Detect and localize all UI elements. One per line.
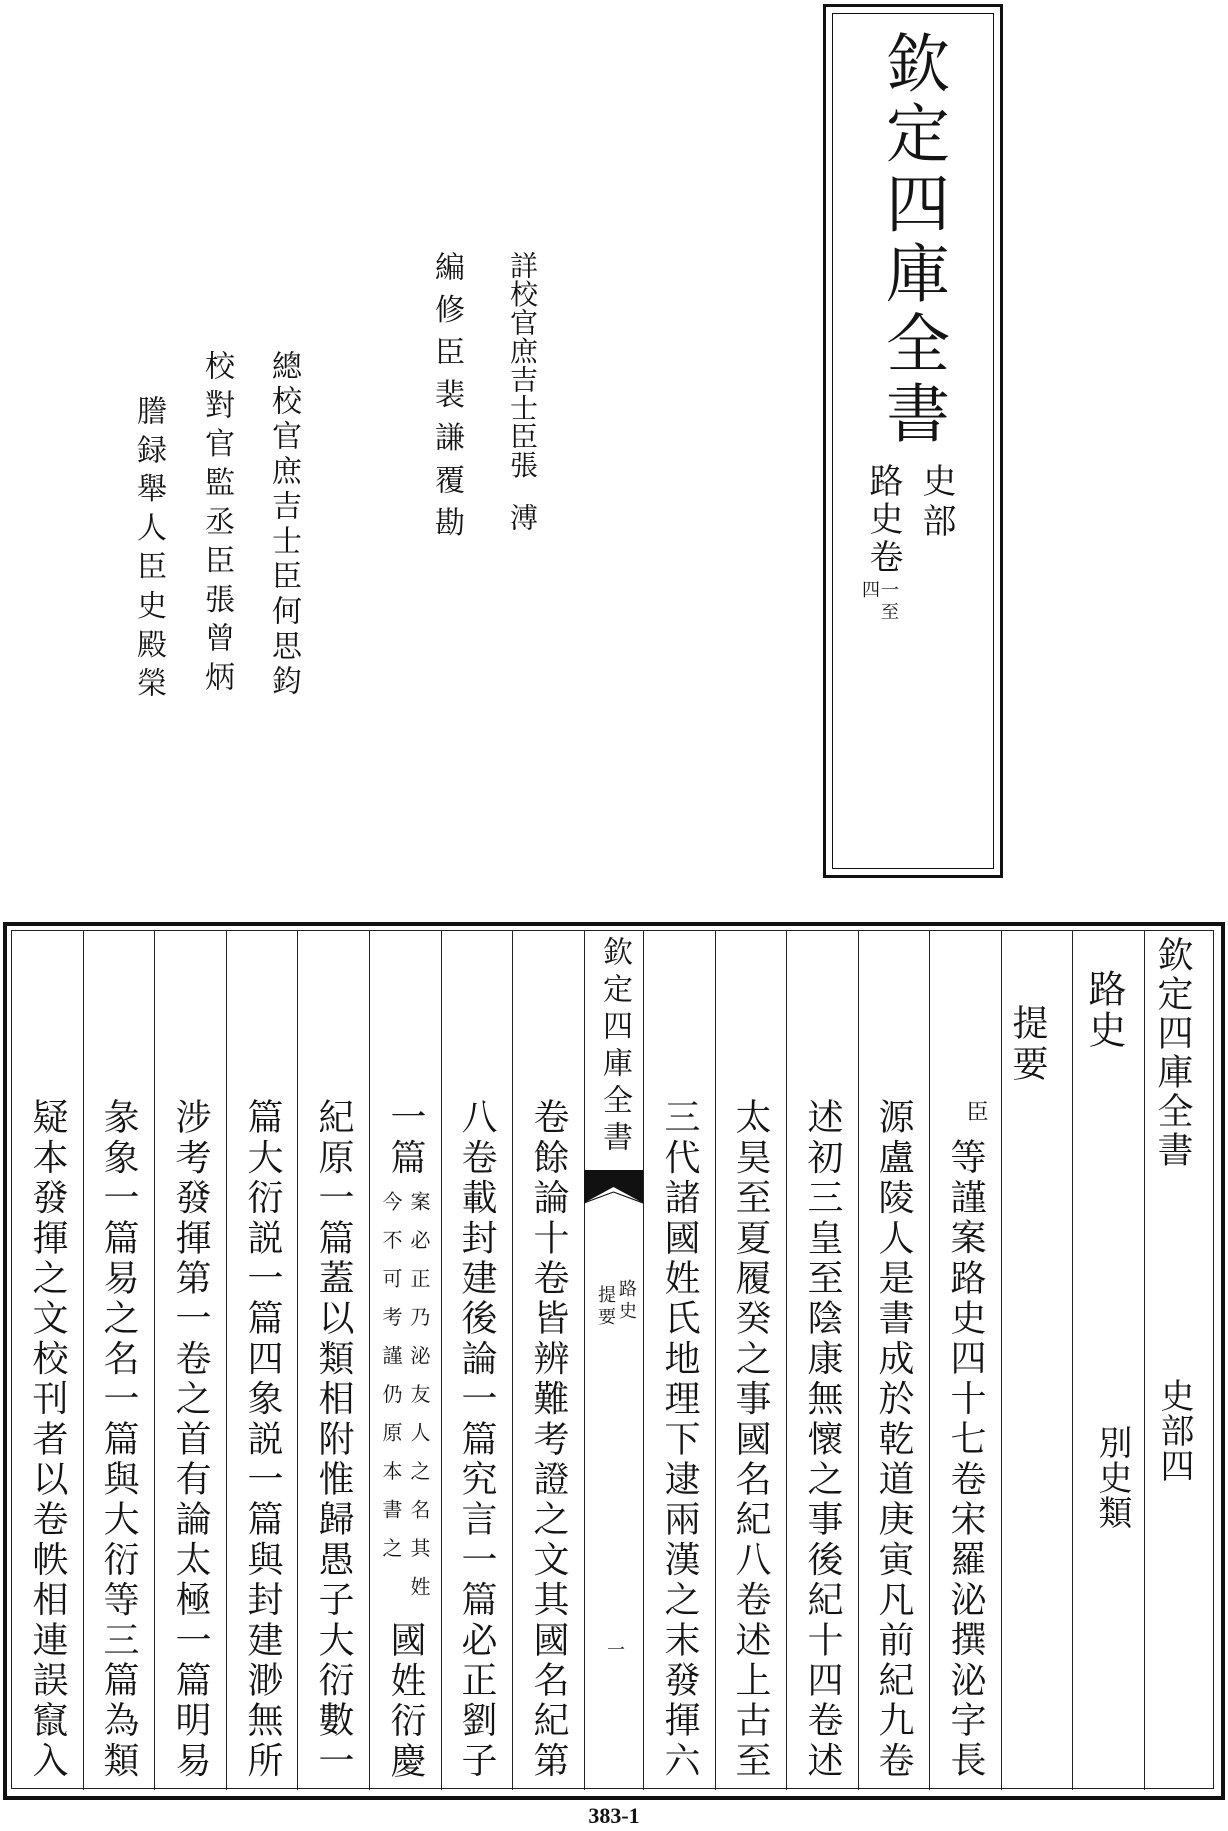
text-line: 卷餘論十卷皆辨難考證之文其國名紀第 <box>528 1098 569 1782</box>
column-rule <box>1001 931 1002 1790</box>
text-line: 紀原一篇蓋以類相附惟歸愚子大衍數一 <box>313 1098 354 1782</box>
text-line: 一篇 <box>385 1098 426 1179</box>
column-rule <box>715 931 716 1790</box>
credit-chief-proofreader: 總校官庶吉士臣何思鈞 <box>266 350 301 700</box>
column-rule <box>929 931 930 1790</box>
fold-rule <box>643 931 644 1790</box>
text-line: 彖象一篇易之名一篇與大衍等三篇為類 <box>98 1098 139 1782</box>
credit-collator: 校對官監丞臣張曾炳 <box>199 350 234 701</box>
raised-honorific: 臣 <box>963 1100 988 1122</box>
text-line: 等謹案路史四十七卷宋羅泌撰泌字長 <box>945 1138 986 1782</box>
cover-volume-note-left: 四 <box>859 580 880 602</box>
column-rule <box>1144 931 1145 1790</box>
header-title: 欽定四庫全書 <box>1152 936 1193 1170</box>
text-line: 八卷載封建後論一篇究言一篇必正劉子 <box>456 1098 497 1782</box>
cover-title: 欽定四庫全書 <box>875 30 949 450</box>
text-line: 涉考發揮第一卷之首有論太極一篇明易 <box>170 1098 211 1782</box>
cover-book-title: 路史卷 <box>863 463 903 577</box>
column-rule <box>297 931 298 1790</box>
credit-copyist: 謄録舉人臣史殿榮 <box>131 395 166 707</box>
book-category: 別史類 <box>1092 1425 1132 1530</box>
annotation-note-right: 案必正乃泌友人之名其姓 <box>407 1191 431 1615</box>
fold-rule <box>584 931 585 1790</box>
text-line: 述初三皇至陰康無懷之事後紀十四卷述 <box>802 1098 843 1782</box>
column-rule <box>83 931 84 1790</box>
text-line: 太昊至夏履癸之事國名紀八卷述上古至 <box>730 1098 771 1782</box>
header-section: 史部四 <box>1154 1378 1194 1483</box>
cover-volume-note-right: 一至 <box>878 580 899 624</box>
credit-detailed-proofreader-given-name: 溥 <box>506 503 539 531</box>
section-heading: 提要 <box>1007 1004 1048 1086</box>
credit-editor-review: 編修臣裴謙覆勘 <box>429 251 464 550</box>
fold-title: 欽定四庫全書 <box>597 936 632 1158</box>
text-line: 篇大衍説一篇四象説一篇與封建渺無所 <box>242 1098 283 1782</box>
text-line-continuation: 國姓衍慶 <box>385 1621 426 1782</box>
cover-section: 史部 <box>916 463 956 543</box>
column-rule <box>786 931 787 1790</box>
fold-book-title: 路史 <box>616 1279 637 1323</box>
text-line: 三代諸國姓氏地理下逮兩漢之末發揮六 <box>659 1098 700 1782</box>
book-title: 路史 <box>1082 969 1126 1051</box>
fold-part-title: 提要 <box>595 1285 616 1329</box>
column-rule <box>1072 931 1073 1790</box>
text-line: 源盧陵人是書成於乾道庚寅凡前紀九卷 <box>873 1098 914 1782</box>
column-rule <box>154 931 155 1790</box>
column-rule <box>512 931 513 1790</box>
annotation-note-left: 今不可考謹仍原本書之 <box>379 1191 403 1576</box>
column-rule <box>226 931 227 1790</box>
text-line: 疑本發揮之文校刊者以卷帙相連誤竄入 <box>27 1098 68 1782</box>
credit-detailed-proofreader: 詳校官庶吉士臣張 <box>506 251 539 479</box>
fold-leaf-number: 一 <box>604 1640 625 1662</box>
column-rule <box>441 931 442 1790</box>
fishtail-mark-icon <box>584 1170 643 1204</box>
column-rule <box>369 931 370 1790</box>
column-rule <box>858 931 859 1790</box>
page-number: 383-1 <box>588 1803 640 1828</box>
